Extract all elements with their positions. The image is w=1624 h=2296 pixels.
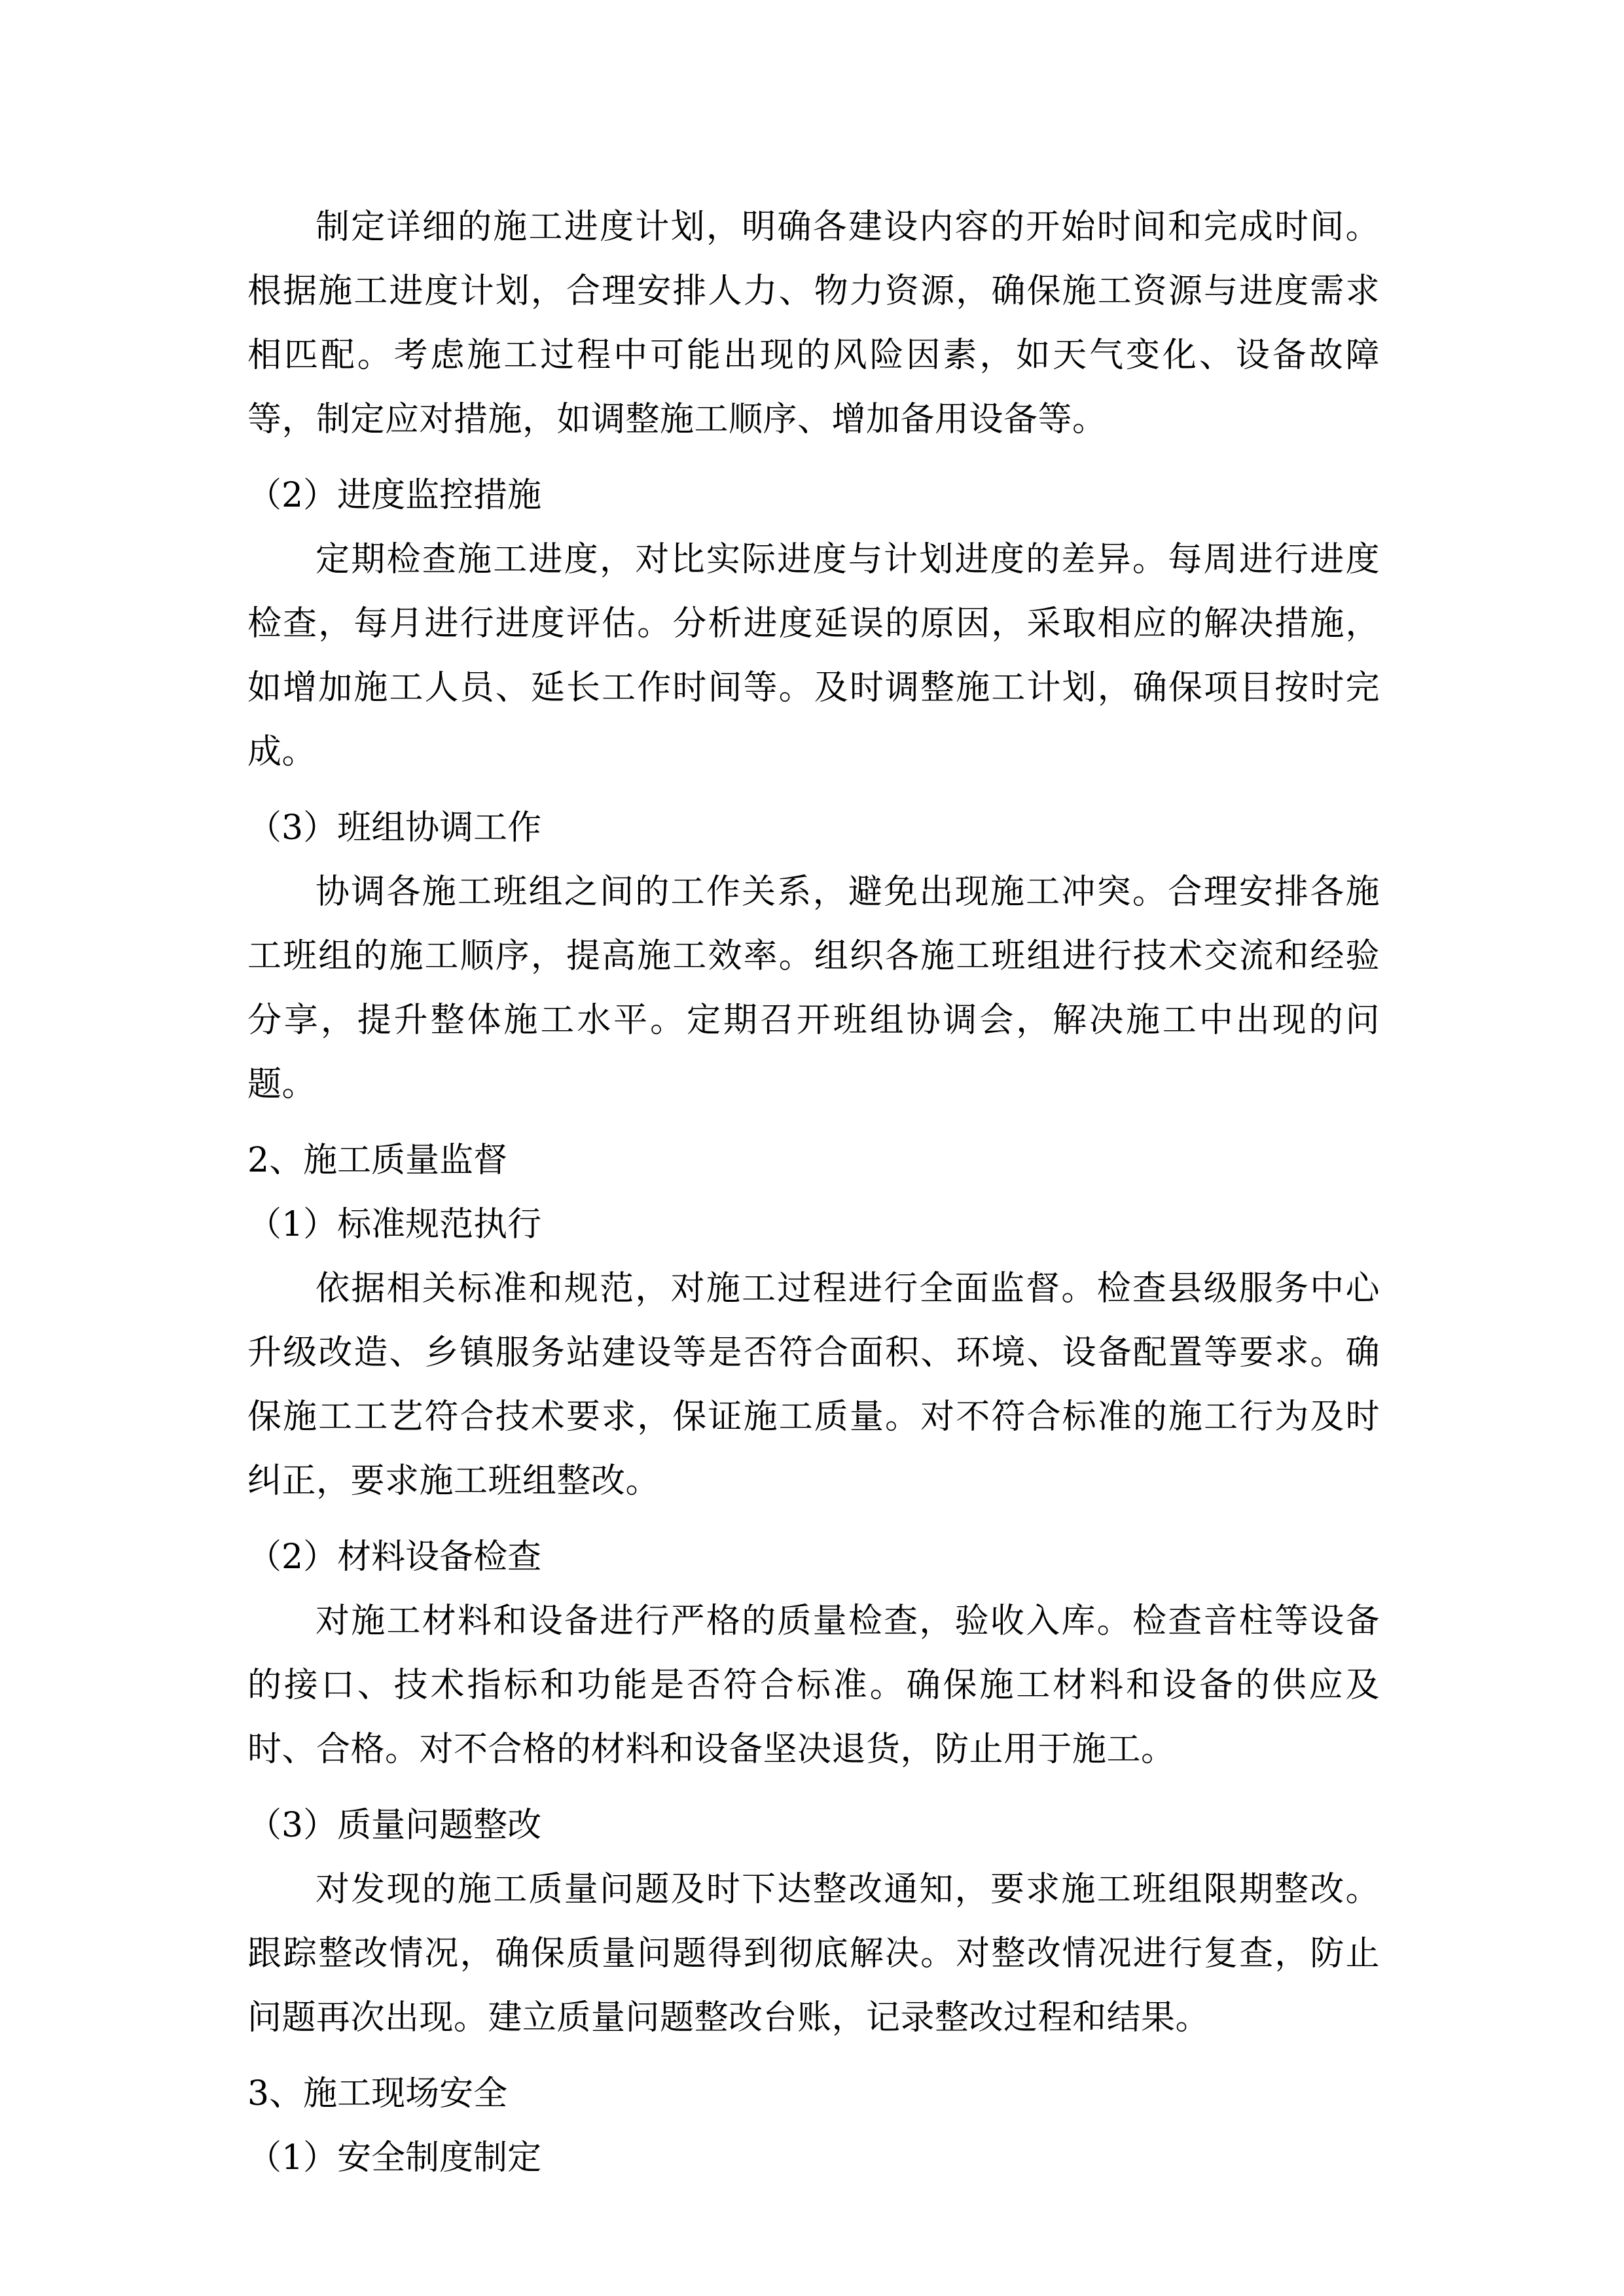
subheading-quality-rectification: （3）质量问题整改: [247, 1806, 542, 1845]
paragraph-materials-inspection: 对施工材料和设备进行严格的质量检查，验收入库。检查音柱等设备的接口、技术指标和功能是否符合标准。确保施工材料和设备的供应及时、合格。对不合格的材料和设备坚决退货，防止用于施工。: [247, 1602, 1380, 1769]
subheading-standards-execution: （1）标准规范执行: [247, 1205, 542, 1244]
subheading-safety-rules: （1）安全制度制定: [247, 2138, 542, 2178]
paragraph-quality-rectification: 对发现的施工质量问题及时下达整改通知，要求施工班组限期整改。跟踪整改情况，确保质量问题得到彻底解决。对整改情况进行复查，防止问题再次出现。建立质量问题整改台账，记录整改过程和结果。: [247, 1870, 1380, 2037]
paragraph-progress-monitoring: 定期检查施工进度，对比实际进度与计划进度的差异。每周进行进度检查，每月进行进度评估。分析进度延误的原因，采取相应的解决措施，如增加施工人员、延长工作时间等。及时调整施工计划，确保项目按时完成。: [247, 540, 1380, 772]
section-heading-quality-supervision: 2、施工质量监督: [247, 1141, 508, 1180]
paragraph-standards-execution: 依据相关标准和规范，对施工过程进行全面监督。检查县级服务中心升级改造、乡镇服务站建设等是否符合面积、环境、设备配置等要求。确保施工工艺符合技术要求，保证施工质量。对不符合标准的施工行为及时纠正，要求施工班组整改。: [247, 1269, 1380, 1501]
document-body: [247, 195, 1380, 2190]
paragraph-schedule-plan: 制定详细的施工进度计划，明确各建设内容的开始时间和完成时间。根据施工进度计划，合理安排人力、物力资源，确保施工资源与进度需求相匹配。考虑施工过程中可能出现的风险因素，如天气变化、设备故障等，制定应对措施，如调整施工顺序、增加备用设备等。: [247, 207, 1380, 439]
subheading-materials-inspection: （2）材料设备检查: [247, 1537, 542, 1577]
subheading-progress-monitoring: （2）进度监控措施: [247, 476, 542, 515]
paragraph-team-coordination: 协调各施工班组之间的工作关系，避免出现施工冲突。合理安排各施工班组的施工顺序，提高施工效率。组织各施工班组进行技术交流和经验分享，提升整体施工水平。定期召开班组协调会，解决施工中出现的问题。: [247, 872, 1380, 1104]
section-heading-site-safety: 3、施工现场安全: [247, 2074, 508, 2113]
subheading-team-coordination: （3）班组协调工作: [247, 808, 542, 848]
